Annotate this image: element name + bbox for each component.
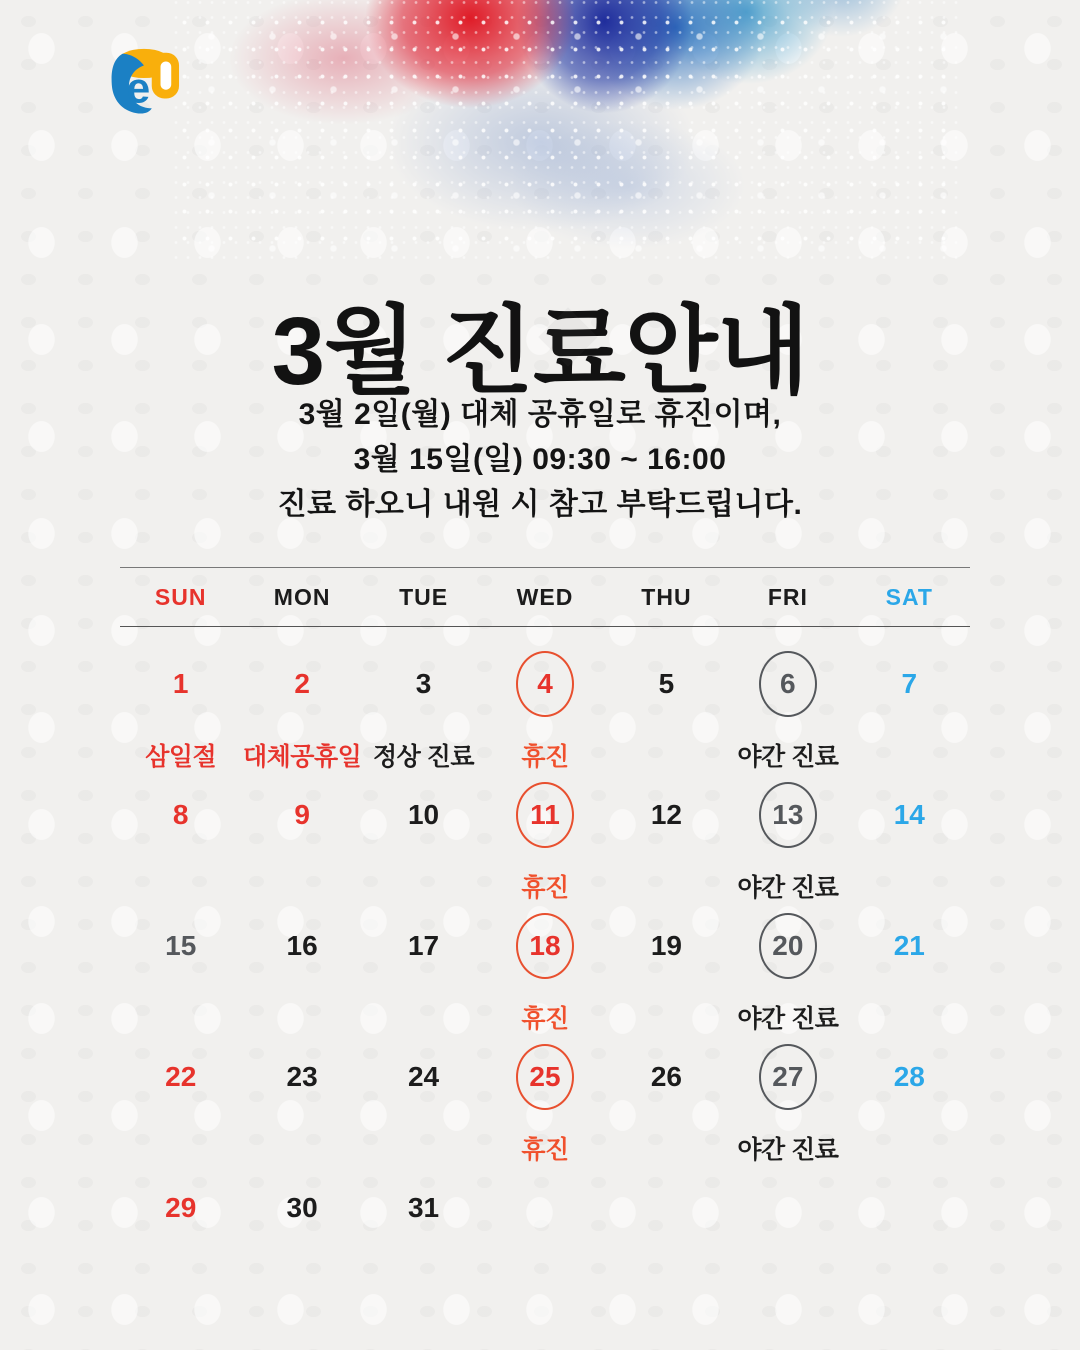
calendar-day-cell bbox=[241, 627, 362, 771]
day-number-text: 6 bbox=[780, 668, 796, 699]
day-number-text: 7 bbox=[901, 668, 918, 699]
day-number bbox=[880, 651, 938, 717]
calendar-day-cell bbox=[363, 1151, 484, 1282]
day-number bbox=[637, 913, 695, 979]
day-number-text: 12 bbox=[650, 799, 682, 830]
day-number bbox=[273, 1044, 331, 1110]
calendar-day-cell bbox=[241, 758, 362, 889]
day-number-circled bbox=[759, 913, 817, 979]
day-number-circled bbox=[516, 913, 574, 979]
day-status-label: 삼일절 bbox=[145, 743, 217, 771]
day-status-label: 대체공휴일 bbox=[243, 743, 362, 771]
calendar-day-cell bbox=[606, 1020, 727, 1151]
calendar-day-cell bbox=[484, 758, 605, 902]
day-number-text: 21 bbox=[893, 930, 925, 961]
calendar-day-cell bbox=[484, 1020, 605, 1164]
weekday-header-row bbox=[120, 567, 970, 627]
weekday-header: THU bbox=[641, 583, 692, 610]
svg-text:e: e bbox=[126, 64, 151, 113]
day-number bbox=[152, 1175, 210, 1241]
calendar-day-cell bbox=[606, 627, 727, 758]
day-number-text: 13 bbox=[772, 799, 804, 830]
calendar-day-cell bbox=[120, 627, 241, 771]
day-number-text: 9 bbox=[294, 799, 310, 830]
calendar-empty-cell bbox=[727, 1151, 848, 1282]
day-number bbox=[637, 651, 695, 717]
day-number-circled bbox=[759, 651, 817, 717]
day-status-label: 휴진 bbox=[521, 1136, 569, 1164]
day-number bbox=[395, 1175, 453, 1241]
calendar-day-cell bbox=[727, 627, 848, 771]
day-number-text: 30 bbox=[286, 1192, 318, 1223]
day-number bbox=[152, 1044, 210, 1110]
calendar-empty-cell bbox=[484, 1151, 605, 1282]
day-number bbox=[395, 913, 453, 979]
day-status-label: 야간 진료 bbox=[737, 1005, 839, 1033]
day-number-text: 16 bbox=[286, 930, 318, 961]
weekday-header: TUE bbox=[399, 583, 449, 610]
day-number-circled bbox=[516, 782, 574, 848]
day-number-text: 22 bbox=[165, 1061, 197, 1092]
calendar-day-cell bbox=[606, 758, 727, 889]
day-number bbox=[273, 913, 331, 979]
calendar-empty-cell bbox=[606, 1151, 727, 1282]
page-title: 3월 진료안내 bbox=[271, 298, 809, 406]
day-number bbox=[273, 1175, 331, 1241]
calendar-day-cell bbox=[727, 758, 848, 902]
calendar-day-cell bbox=[363, 889, 484, 1020]
day-number-text: 19 bbox=[650, 930, 682, 961]
day-number-text: 20 bbox=[772, 930, 804, 961]
calendar-day-cell bbox=[484, 889, 605, 1033]
day-number-text: 23 bbox=[286, 1061, 318, 1092]
day-number bbox=[273, 651, 331, 717]
day-status-label: 휴진 bbox=[521, 1005, 569, 1033]
day-number-text: 14 bbox=[893, 799, 925, 830]
day-number-text: 18 bbox=[529, 930, 561, 961]
march-calendar bbox=[120, 567, 970, 1282]
notice-line-1: 3월 2일(월) 대체 공휴일로 휴진이며, bbox=[298, 398, 782, 431]
calendar-day-cell bbox=[727, 1020, 848, 1164]
day-number bbox=[152, 782, 210, 848]
day-number bbox=[880, 913, 938, 979]
day-number-text: 3 bbox=[415, 668, 432, 699]
calendar-day-cell bbox=[363, 1020, 484, 1151]
day-number bbox=[637, 1044, 695, 1110]
day-number bbox=[273, 782, 331, 848]
calendar-day-cell bbox=[363, 627, 484, 771]
day-number-text: 28 bbox=[893, 1061, 925, 1092]
weekday-header: SUN bbox=[154, 583, 207, 610]
day-number-text: 26 bbox=[650, 1061, 682, 1092]
day-number-circled bbox=[759, 782, 817, 848]
day-number-text: 10 bbox=[407, 799, 440, 830]
calendar-weeks bbox=[120, 627, 970, 1282]
weekday-header: MON bbox=[273, 583, 331, 610]
notice-line-2: 3월 15일(일) 09:30 ~ 16:00 bbox=[353, 443, 727, 476]
day-number-text: 17 bbox=[407, 930, 440, 961]
day-number bbox=[152, 913, 210, 979]
calendar-day-cell bbox=[120, 1020, 241, 1151]
day-number-text: 2 bbox=[294, 668, 310, 699]
day-number-text: 8 bbox=[172, 799, 189, 830]
day-number bbox=[395, 1044, 453, 1110]
day-status-label: 야간 진료 bbox=[737, 874, 839, 902]
day-number bbox=[395, 782, 453, 848]
day-number bbox=[152, 651, 210, 717]
calendar-day-cell bbox=[241, 1020, 362, 1151]
day-number bbox=[880, 782, 938, 848]
calendar-day-cell bbox=[120, 758, 241, 889]
calendar-day-cell bbox=[363, 758, 484, 889]
day-number-circled bbox=[516, 651, 574, 717]
day-number-text: 29 bbox=[165, 1192, 197, 1223]
clinic-logo bbox=[103, 42, 181, 118]
day-number-circled bbox=[759, 1044, 817, 1110]
calendar-day-cell bbox=[849, 627, 970, 758]
day-number-text: 24 bbox=[407, 1061, 440, 1092]
weekday-header: SAT bbox=[885, 583, 933, 610]
day-status-label: 정상 진료 bbox=[373, 743, 475, 771]
calendar-day-cell bbox=[120, 889, 241, 1020]
day-number-text: 11 bbox=[530, 799, 560, 830]
calendar-day-cell bbox=[606, 889, 727, 1020]
day-number-text: 1 bbox=[172, 668, 189, 699]
day-number-text: 4 bbox=[537, 668, 553, 699]
day-number bbox=[637, 782, 695, 848]
day-number-text: 15 bbox=[165, 930, 197, 961]
day-number-text: 31 bbox=[407, 1192, 440, 1223]
e-mug-logo-icon bbox=[103, 42, 181, 118]
calendar-day-cell bbox=[241, 1151, 362, 1282]
day-number bbox=[395, 651, 453, 717]
day-status-label: 야간 진료 bbox=[737, 1136, 839, 1164]
weekday-header: FRI bbox=[767, 583, 808, 610]
calendar-day-cell bbox=[849, 758, 970, 889]
day-number-text: 5 bbox=[658, 668, 675, 699]
paint-splash-decoration bbox=[170, 0, 960, 260]
calendar-day-cell bbox=[849, 889, 970, 1020]
day-number-circled bbox=[516, 1044, 574, 1110]
calendar-empty-cell bbox=[849, 1151, 970, 1282]
day-status-label: 휴진 bbox=[521, 743, 569, 771]
day-status-label: 야간 진료 bbox=[737, 743, 839, 771]
day-number bbox=[880, 1044, 938, 1110]
day-number-text: 27 bbox=[772, 1061, 804, 1092]
calendar-day-cell bbox=[241, 889, 362, 1020]
day-number-text: 25 bbox=[529, 1061, 561, 1092]
calendar-day-cell bbox=[849, 1020, 970, 1151]
notice-text bbox=[0, 392, 1080, 527]
calendar-day-cell bbox=[727, 889, 848, 1033]
calendar-day-cell bbox=[484, 627, 605, 771]
calendar-day-cell bbox=[120, 1151, 241, 1282]
day-status-label: 휴진 bbox=[521, 874, 569, 902]
weekday-header: WED bbox=[516, 583, 574, 610]
notice-line-3: 진료 하오니 내원 시 참고 부탁드립니다. bbox=[277, 488, 803, 521]
